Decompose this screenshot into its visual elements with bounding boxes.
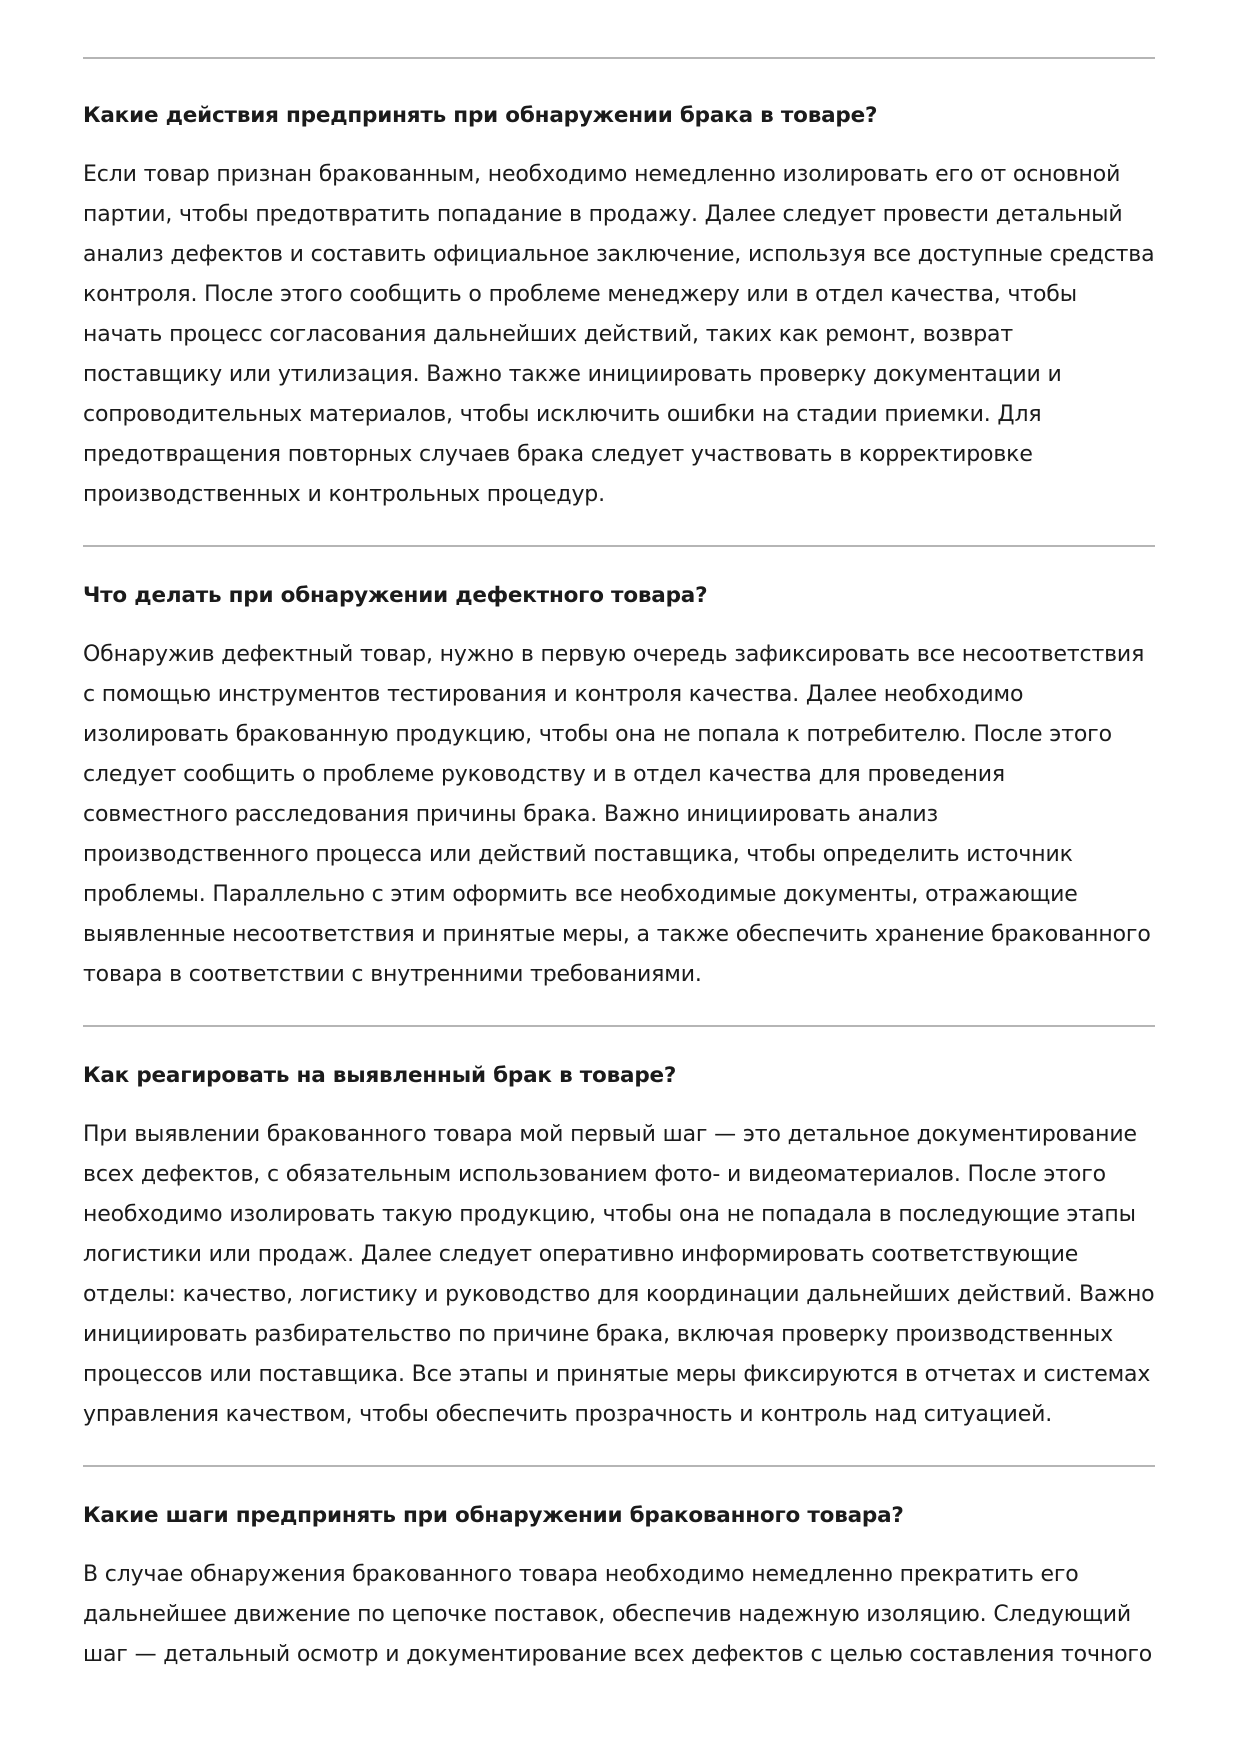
faq-question: Как реагировать на выявленный брак в товаре? bbox=[83, 1063, 677, 1088]
faq-document bbox=[83, 0, 1155, 1705]
faq-answer: При выявлении бракованного товара мой первый шаг — это детальное документирование всех дефектов, с обязательным использованием фото- и видеоматериалов. После этого необходимо изолировать такую продукцию, чтобы она не попадала в последующие этапы логистики или продаж. Далее следует оперативно информировать соответствующие отделы: качество, логистику и руководство для координации дальнейших действий. Важно инициировать разбирательство по причине брака, включая проверку производственных процессов или поставщика. Все этапы и принятые меры фиксируются в отчетах и системах управления качеством, чтобы обеспечить прозрачность и контроль над ситуацией. bbox=[83, 1122, 1155, 1427]
faq-answer: Обнаружив дефектный товар, нужно в первую очередь зафиксировать все несоответствия с помощью инструментов тестирования и контроля качества. Далее необходимо изолировать бракованную продукцию, чтобы она не попала к потребителю. После этого следует сообщить о проблеме руководству и в отдел качества для проведения совместного расследования причины брака. Важно инициировать анализ производственного процесса или действий поставщика, чтобы определить источник проблемы. Параллельно с этим оформить все необходимые документы, отражающие выявленные несоответствия и принятые меры, а также обеспечить хранение бракованного товара в соответствии с внутренними требованиями. bbox=[83, 642, 1151, 987]
divider bbox=[83, 57, 1155, 59]
faq-item bbox=[83, 1027, 1155, 1467]
faq-item bbox=[83, 547, 1155, 1027]
faq-question: Какие действия предпринять при обнаружении брака в товаре? bbox=[83, 103, 878, 128]
faq-question: Какие шаги предпринять при обнаружении бракованного товара? bbox=[83, 1503, 904, 1528]
faq-item bbox=[83, 1467, 1155, 1705]
faq-answer: В случае обнаружения бракованного товара необходимо немедленно прекратить его дальнейшее движение по цепочке поставок, обеспечив надежную изоляцию. Следующий шаг — детальный осмотр и документирование всех дефектов с целью составления точного bbox=[83, 1562, 1153, 1667]
faq-answer: Если товар признан бракованным, необходимо немедленно изолировать его от основной партии, чтобы предотвратить попадание в продажу. Далее следует провести детальный анализ дефектов и составить официальное заключение, используя все доступные средства контроля. После этого сообщить о проблеме менеджеру или в отдел качества, чтобы начать процесс согласования дальнейших действий, таких как ремонт, возврат поставщику или утилизация. Важно также инициировать проверку документации и сопроводительных материалов, чтобы исключить ошибки на стадии приемки. Для предотвращения повторных случаев брака следует участвовать в корректировке производственных и контрольных процедур. bbox=[83, 162, 1155, 507]
faq-item bbox=[83, 67, 1155, 547]
faq-question: Что делать при обнаружении дефектного товара? bbox=[83, 583, 708, 608]
